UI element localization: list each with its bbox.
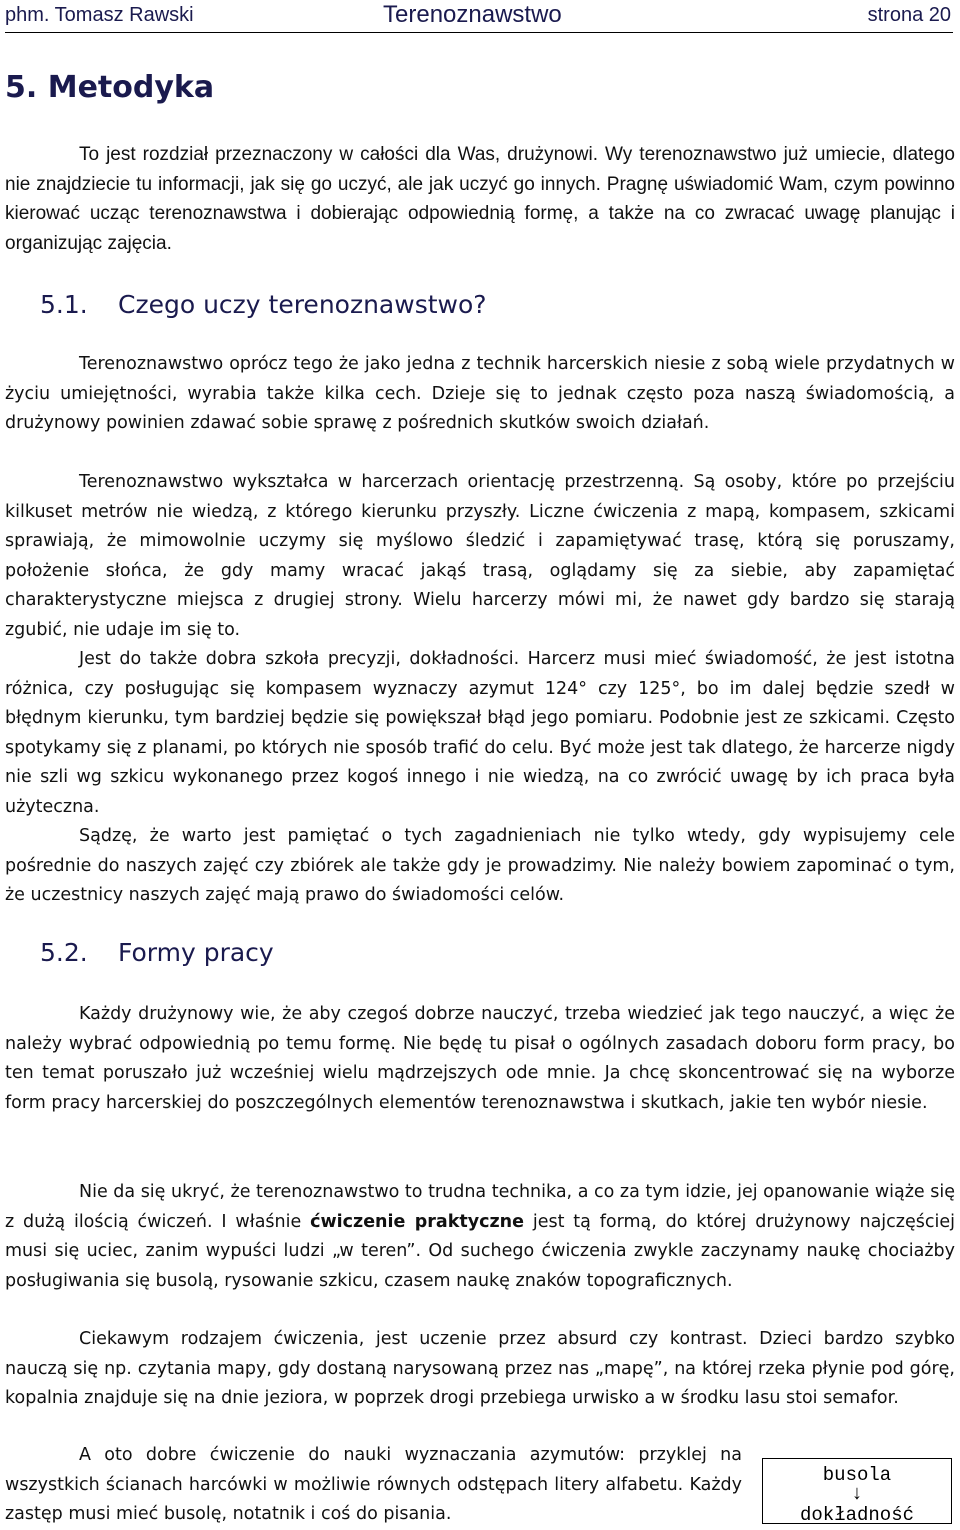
header-page-number: strona 20	[867, 4, 951, 26]
section-number: 5.1.	[40, 290, 88, 319]
paragraph: Terenoznawstwo oprócz tego że jako jedna z technik harcerskich niesie z sobą wiele przydatnych w życiu umiejętności, wyrabia także kilka cech. Dzieje się to jednak często poza naszą świadomością, a drużynowy powinien zdawać sobie sprawę z pośrednich skutków swoich działań.	[5, 354, 955, 434]
paragraph: Każdy drużynowy wie, że aby czegoś dobrze nauczyć, trzeba wiedzieć jak tego nauczyć, a więc że należy wybrać odpowiednią po temu formę. Nie będę tu pisał o ogólnych zasadach doboru form pracy, bo ten temat poruszało już wcześniej wielu mądrzejszych ode mnie. Ja chcę skoncentrować się na wyborze form pracy harcerskiej do poszczególnych elementów terenoznawstwa i skutkach, jakie ten wybór niesie.	[5, 1004, 955, 1113]
box-top-label: busola	[822, 1464, 892, 1486]
intro-paragraph: To jest rozdział przeznaczony w całości dla Was, drużynowi. Wy terenoznawstwo już umiecie, dlatego nie znajdziecie tu informacji, jak się go uczyć, ale jak uczyć go innych. Pragnę uświadomić Wam, czym powinno kierować ucząc terenoznawstwa i dobierając odpowiednią formę, a także na co zwracać uwagę planując i organizując zajęcia.	[5, 144, 955, 254]
paragraph: Jest do także dobra szkoła precyzji, dokładności. Harcerz musi mieć świadomość, że jest istotna różnica, czy posługując się kompasem wyznaczy azymut 124° czy 125°, bo im dalej będzie szedł w błędnym kierunku, tym bardziej będzie się powiększał błąd jego pomiaru. Podobnie jest ze szkicami. Często spotykamy się z planami, po których nie sposób trafić do celu. Być może jest tak dlatego, że harcerze nigdy nie szli wg szkicu wykonanego przez kogoś innego i nie wiedzą, na co zwrócić uwagę by ich praca była użyteczna.	[5, 649, 955, 817]
arrow-down-icon: ↓	[850, 1483, 863, 1506]
busola-accuracy-box	[762, 1458, 952, 1524]
section-title: Czego uczy terenoznawstwo?	[118, 290, 487, 319]
chapter-title: 5. Metodyka	[5, 70, 215, 105]
bold-term: ćwiczenie praktyczne	[310, 1211, 525, 1232]
header-author: phm. Tomasz Rawski	[5, 4, 194, 26]
page-header	[5, 2, 953, 33]
section-title: Formy pracy	[118, 938, 274, 967]
section-number: 5.2.	[40, 938, 88, 967]
paragraph: A oto dobre ćwiczenie do nauki wyznaczania azymutów: przyklej na wszystkich ścianach harcówki w możliwie równych odstępach litery alfabetu. Każdy zastęp musi mieć busolę, notatnik i coś do pisania.	[5, 1445, 742, 1525]
paragraph: Ciekawym rodzajem ćwiczenia, jest uczenie przez absurd czy kontrast. Dzieci bardzo szybko nauczą się np. czytania mapy, gdy dostaną narysowaną przez nas „mapę”, na której rzeka płynie pod górę, kopalnia znajduje się na dnie jeziora, w poprzek drogi przebiega urwisko a w środku lasu stoi semafor.	[5, 1329, 955, 1409]
box-bottom-label: dokładność	[799, 1504, 915, 1526]
paragraph: Sądzę, że warto jest pamiętać o tych zagadnieniach nie tylko wtedy, gdy wypisujemy cele pośrednie do naszych zajęć czy zbiórek ale także gdy je prowadzimy. Nie należy bowiem zapominać o tym, że uczestnicy naszych zajęć mają prawo do świadomości celów.	[5, 826, 955, 906]
section-heading-5-1	[40, 290, 487, 319]
paragraph: Terenoznawstwo wykształca w harcerzach orientację przestrzenną. Są osoby, które po przejściu kilkuset metrów nie wiedzą, z którego kierunku przyszły. Liczne ćwiczenia z mapą, kompasem, szkicami sprawiają, że mimowolnie uczymy się myślowo śledzić i zapamiętywać trasę, którą się poruszamy, położenie słońca, że gdy mamy wracać jakąś trasą, oglądamy się za siebie, aby zapamiętać charakterystyczne miejsca z drugiej strony. Wielu harcerzy mówi mi, że nawet gdy bardzo się starają zgubić, nie udaje im się to.	[5, 472, 955, 640]
section-heading-5-2	[40, 938, 274, 967]
header-title: Terenoznawstwo	[383, 1, 562, 28]
paragraph: Nie da się ukryć, że terenoznawstwo to trudna technika, a co za tym idzie, jej opanowanie wiąże się z dużą ilością ćwiczeń. I właśnie ćwiczenie praktyczne jest tą formą, do której drużynowy najczęściej musi się uciec, zanim wypuści ludzi „w teren”. Od suchego ćwiczenia zwykle zaczynamy naukę chociażby posługiwania się busolą, rysowanie szkicu, czasem naukę znaków topograficznych.	[5, 1182, 955, 1291]
